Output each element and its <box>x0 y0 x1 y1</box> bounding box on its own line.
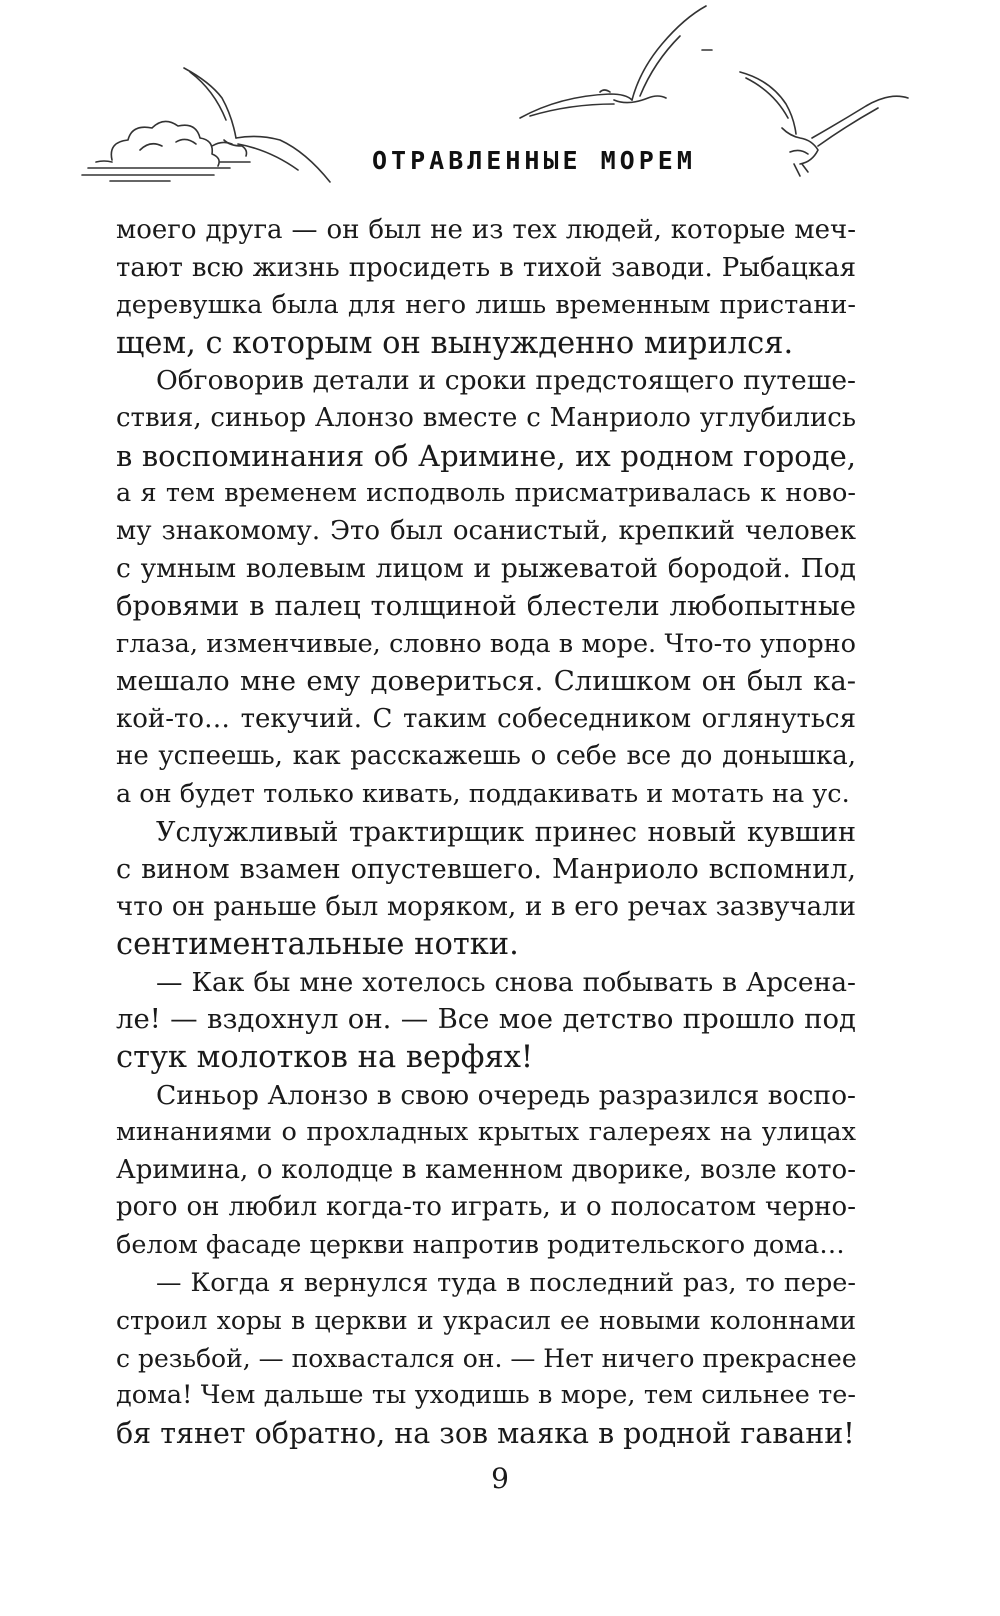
text-line: Аримина, о колодце в каменном дворике, возле кото- <box>116 1154 856 1185</box>
text-line: Обговорив детали и сроки предстоящего путеше- <box>156 365 856 397</box>
text-line: с резьбой, — похвастался он. — Нет ничего прекраснее <box>116 1343 857 1373</box>
text-line: Синьор Алонзо в свою очередь разразился воспо- <box>156 1079 856 1111</box>
text-line: что он раньше был моряком, и в его речах зазвучали <box>116 891 856 922</box>
page-number: 9 <box>491 1462 509 1495</box>
text-line: моего друга — он был не из тех людей, которые меч- <box>116 215 856 245</box>
text-line: мешало мне ему довериться. Слишком он был ка- <box>116 665 856 698</box>
text-line: деревушка была для него лишь временным пристани- <box>116 290 856 321</box>
text-line: белом фасаде церкви напротив родительского дома… <box>116 1230 845 1261</box>
text-line: Услужливый трактирщик принес новый кувшин <box>156 816 856 848</box>
text-line: ствия, синьор Алонзо вместе с Манриоло углубились <box>116 402 856 433</box>
text-line: дома! Чем дальше ты уходишь в море, тем сильнее те- <box>116 1380 856 1411</box>
text-line: кой-то… текучий. С таким собеседником оглянуться <box>116 703 856 734</box>
text-line: рого он любил когда-то играть, и о полосатом черно- <box>116 1192 856 1223</box>
text-line: не успеешь, как расскажешь о себе все до донышка, <box>116 741 856 772</box>
text-line: минаниями о прохладных крытых галереях на улицах <box>116 1117 856 1148</box>
text-line: ле! — вздохнул он. — Все мое детство прошло под <box>116 1003 856 1036</box>
text-line: бровями в палец толщиной блестели любопытные <box>116 589 856 622</box>
text-line: а он будет только кивать, поддакивать и мотать на ус. <box>116 778 850 809</box>
text-line: с умным волевым лицом и рыжеватой бородой. Под <box>116 553 856 585</box>
body-text <box>116 212 856 1453</box>
text-line: глаза, изменчивые, словно вода в море. Что-то упорно <box>116 628 856 659</box>
text-line: бя тянет обратно, на зов маяка в родной гавани! <box>116 1417 855 1450</box>
text-line: тают всю жизнь просидеть в тихой заводи. Рыбацкая <box>116 252 856 283</box>
text-line: щем, с которым он вынужденно мирился. <box>116 325 794 361</box>
text-line: с вином взамен опустевшего. Манриоло вспомнил, <box>116 854 856 886</box>
text-line: му знакомому. Это был осанистый, крепкий человек <box>116 515 856 546</box>
text-line: строил хоры в церкви и украсил ее новыми колоннами <box>116 1306 856 1336</box>
running-title: ОТРАВЛЕННЫЕ МОРЕМ <box>372 146 696 175</box>
text-line: в воспоминания об Аримине, их родном городе, <box>116 438 856 473</box>
text-line: сентиментальные нотки. <box>116 927 519 963</box>
text-line: стук молотков на верфях! <box>116 1040 534 1076</box>
text-line: — Как бы мне хотелось снова побывать в Арсена- <box>156 966 856 998</box>
text-line: а я тем временем исподволь присматривалась к ново- <box>116 478 856 509</box>
text-line: — Когда я вернулся туда в последний раз, то пере- <box>156 1267 856 1298</box>
